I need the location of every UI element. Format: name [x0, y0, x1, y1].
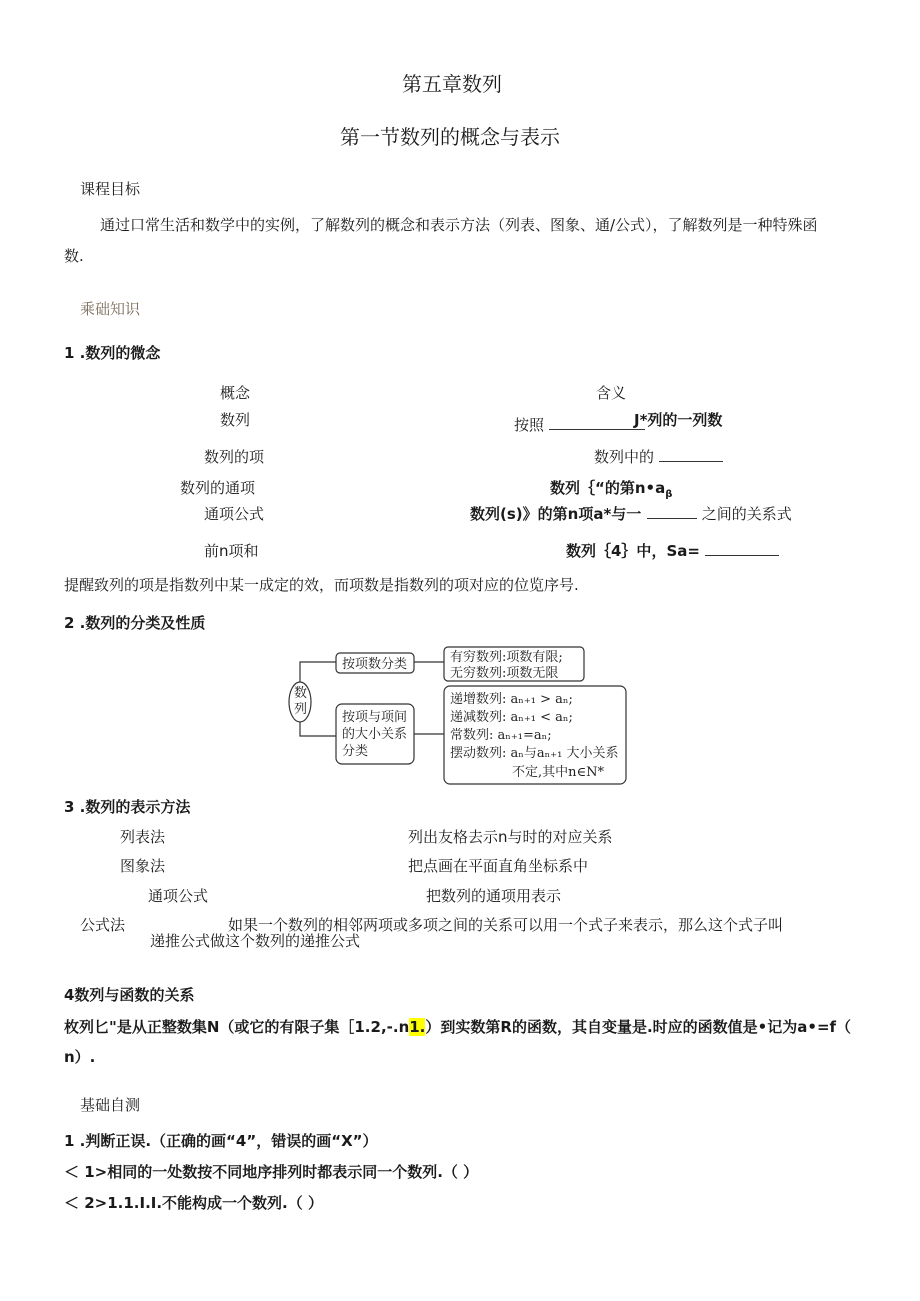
meaning-general-term-pre: 数列｛“的第n•a: [550, 479, 666, 497]
highlight: 1.: [409, 1018, 426, 1036]
concept-formula: 通项公式: [204, 505, 265, 523]
meaning-sequence-post: J*列的一列数: [634, 411, 723, 429]
reminder-text: 提醒致列的项是指数列中某一成定的效，而项数是指数列的项对应的位览序号.: [64, 576, 579, 594]
classification-diagram: [288, 646, 628, 786]
chapter-title: 第五章数列: [402, 72, 502, 96]
desc-general-formula: 把数列的通项用表示: [426, 887, 562, 905]
goal-heading: 课程目标: [80, 180, 141, 198]
diagram-branch2-line3: 分类: [342, 744, 369, 759]
method-formula: 公式法: [80, 916, 126, 934]
concept-general-term: 数列的通项: [180, 479, 256, 497]
blank: [549, 415, 645, 430]
concept-sequence: 数列: [220, 411, 251, 429]
knowledge-heading: 乘础知识: [80, 300, 141, 318]
concept-term: 数列的项: [204, 448, 265, 466]
s4-heading: 4数列与函数的关系: [64, 986, 195, 1004]
diagram-connector: [300, 722, 336, 736]
desc-graph: 把点画在平面直角坐标系中: [408, 857, 589, 875]
diagram-root-char2: 列: [294, 702, 308, 717]
meaning-formula-pre: 数列(s)》的第n项a*与一: [470, 505, 642, 523]
diagram-branch1-label: 按项数分类: [342, 657, 408, 672]
s4-text-line1-a: 枚列匕"是从正整数集N（或它的有限子集［1.2,-.n: [64, 1018, 410, 1036]
diagram-branch2-line2: 的大小关系: [342, 727, 408, 742]
s2-heading: 2 .数列的分类及性质: [64, 614, 206, 632]
diagram-leaf-oscillating: 摆动数列: aₙ与aₙ₊₁ 大小关系: [450, 746, 619, 761]
method-general-formula: 通项公式: [148, 887, 209, 905]
question-item-1: ＜ 1>相同的一处数按不同地序排列时都表示同一个数列.（ ）: [64, 1163, 479, 1181]
selftest-heading: 基础自测: [80, 1096, 141, 1114]
goal-text-line2: 数.: [64, 247, 84, 265]
concept-partial-sum: 前n项和: [204, 542, 259, 560]
blank: [705, 541, 779, 556]
meaning-sequence: [514, 414, 645, 435]
section-title: 第一节数列的概念与表示: [340, 125, 560, 149]
s4-text-line1: [64, 1016, 851, 1037]
meaning-term-pre: 数列中的: [594, 448, 655, 466]
s4-text-line2: n）.: [64, 1048, 96, 1066]
method-graph: 图象法: [120, 857, 166, 875]
meaning-term: [594, 446, 723, 467]
s1-heading: 1 .数列的微念: [64, 344, 161, 362]
meaning-partial-sum-pre: 数列｛4｝中，Sa=: [566, 542, 700, 560]
diagram-leaf-increasing: 递增数列: aₙ₊₁ > aₙ;: [450, 692, 573, 707]
meaning-partial-sum: [566, 540, 779, 561]
col-meaning-header: 含义: [596, 384, 627, 402]
question-heading: 1 .判断正误.（正确的画“4”，错误的画“X”）: [64, 1132, 378, 1150]
diagram-connector: [300, 662, 336, 682]
blank: [647, 504, 697, 519]
method-table: 列表法: [120, 828, 166, 846]
diagram-leaf-note: 不定,其中n∈N*: [512, 765, 605, 780]
diagram-leaf-finite: 有穷数列:项数有限;: [450, 650, 563, 665]
col-concept-header: 概念: [220, 384, 251, 402]
recurrence-line1: 如果一个数列的相邻两项或多项之间的关系可以用一个式子来表示，那么这个式子叫: [228, 916, 784, 934]
goal-text-line1: 通过口常生活和数学中的实例，了解数列的概念和表示方法（列表、图象、通/公式），了解数列是一种特殊函: [100, 216, 818, 234]
diagram-leaf-infinite: 无穷数列:项数无限: [450, 666, 559, 681]
s3-heading: 3 .数列的表示方法: [64, 798, 191, 816]
desc-table: 列出友格去示n与时的对应关系: [408, 828, 613, 846]
s4-text-line1-b: ）到实数第R的函数，其自变量是.时应的函数值是•记为a•=f（: [425, 1018, 852, 1036]
diagram-root-char1: 数: [294, 686, 308, 701]
meaning-general-term: [550, 477, 672, 500]
meaning-formula: [470, 503, 792, 524]
meaning-sequence-pre: 按照: [514, 416, 545, 434]
diagram-branch2-line1: 按项与项间: [342, 710, 408, 725]
question-item-2: ＜ 2>1.1.I.I.不能构成一个数列.（ ）: [64, 1194, 323, 1212]
meaning-formula-post: 之间的关系式: [701, 505, 792, 523]
meaning-general-term-sub: β: [665, 489, 673, 500]
diagram-leaf-decreasing: 递减数列: aₙ₊₁ < aₙ;: [450, 710, 573, 725]
diagram-leaf-constant: 常数列: aₙ₊₁=aₙ;: [450, 728, 552, 743]
blank: [659, 447, 723, 462]
recurrence-line2: 递推公式做这个数列的递推公式: [150, 932, 361, 950]
